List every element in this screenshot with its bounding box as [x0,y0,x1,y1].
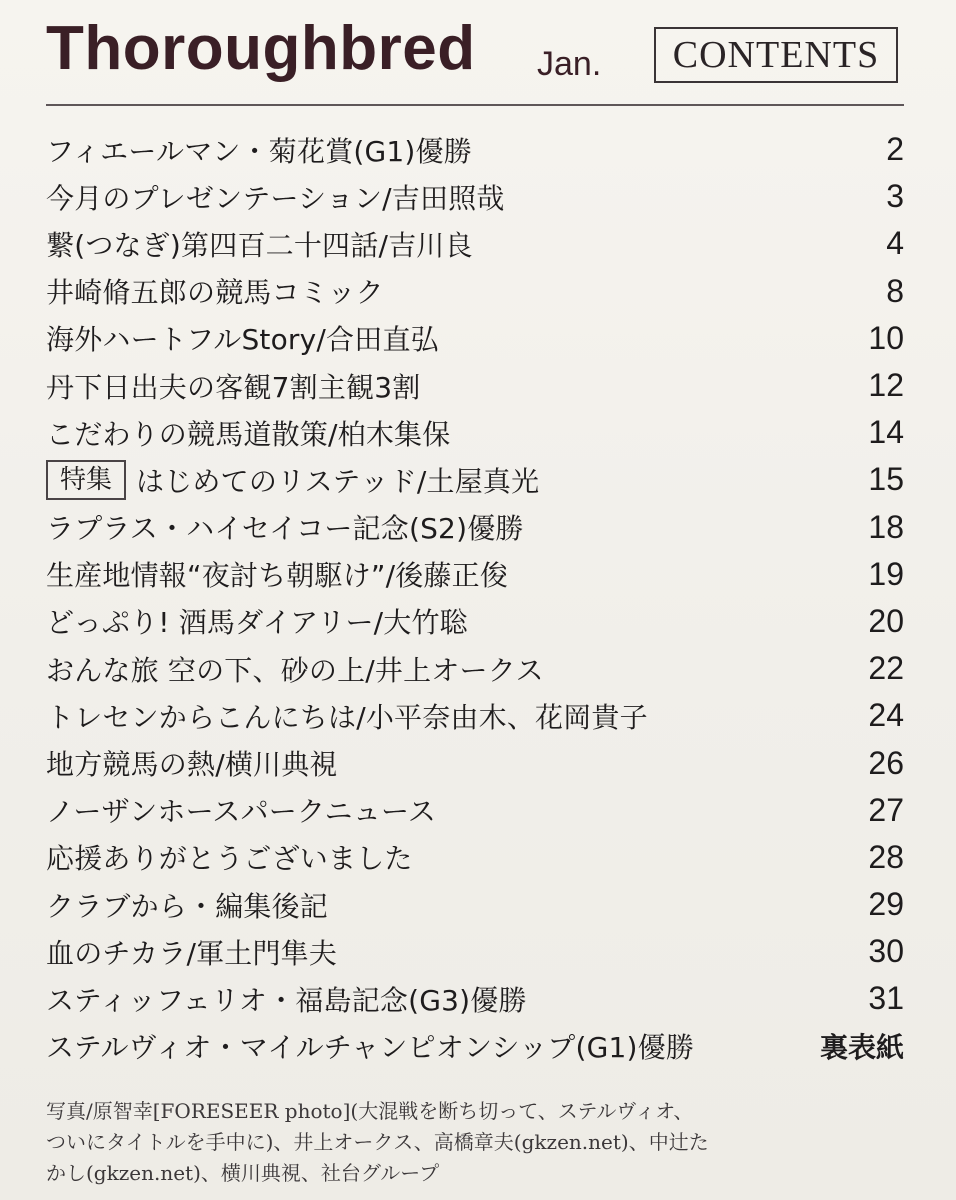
toc-entry [46,598,906,645]
toc-entry-title: クラブから・編集後記 [46,889,329,923]
toc-entry-page: 10 [868,319,904,356]
toc-entry-title: 井崎脩五郎の競馬コミック [46,276,384,310]
toc-entry [46,268,906,315]
toc-entry-page: 31 [868,980,904,1017]
toc-entry-title: 丹下日出夫の客観7割主観3割 [46,370,421,404]
contents-label: CONTENTS [654,27,898,83]
toc-entry-title: 繋(つなぎ)第四百二十四話/吉川良 [46,228,473,262]
toc-entry [46,834,906,881]
toc-entry-title: どっぷり! 酒馬ダイアリー/大竹聡 [46,606,468,640]
toc-entry [46,551,906,598]
toc-entry-page: 28 [868,838,904,875]
toc-entry-page: 8 [886,272,904,309]
toc-entry-feature [46,456,906,503]
toc-entry-page: 27 [868,791,904,828]
toc-entry-page: 裏表紙 [819,1031,904,1065]
toc-entry-page: 12 [868,367,904,404]
toc-entry-title: こだわりの競馬道散策/柏木集保 [46,417,451,451]
toc-entry-title: ステルヴィオ・マイルチャンピオンシップ(G1)優勝 [46,1031,695,1065]
toc-entry [46,173,906,220]
toc-entry [46,739,906,786]
toc-entry-page: 24 [868,697,904,734]
toc-entry [46,504,906,551]
toc-entry-title: おんな旅 空の下、砂の上/井上オークス [46,653,544,687]
photo-credits [46,1096,906,1189]
photo-credit-line: ついにタイトルを手中に)、井上オークス、高橋章夫(gkzen.net)、中辻た [46,1130,709,1154]
toc-entry-title: 海外ハートフルStory/合田直弘 [46,323,439,357]
toc-entry [46,126,906,173]
toc-entry-page: 15 [868,461,904,498]
toc-entry [46,787,906,834]
table-of-contents [46,126,906,1070]
toc-entry-title: 生産地情報“夜討ち朝駆け”/後藤正俊 [46,559,509,593]
toc-entry-title: 血のチカラ/軍土門隼夫 [46,936,338,970]
toc-entry-title: 今月のプレゼンテーション/吉田照哉 [46,181,505,215]
toc-entry-page: 26 [868,744,904,781]
header-divider [46,104,904,106]
toc-entry [46,645,906,692]
photo-credit-line: 写真/原智幸[FORESEER photo](大混戦を断ち切って、ステルヴィオ、 [46,1099,694,1123]
toc-entry-page: 4 [886,225,904,262]
toc-entry [46,409,906,456]
toc-entry [46,881,906,928]
magazine-title: Thoroughbred [46,14,476,83]
toc-entry-title: フィエールマン・菊花賞(G1)優勝 [46,134,472,168]
toc-entry-page: 14 [868,414,904,451]
toc-entry [46,1023,906,1070]
toc-entry-title: スティッフェリオ・福島記念(G3)優勝 [46,983,527,1017]
toc-entry-title: 地方競馬の熱/横川典視 [46,748,338,782]
toc-entry-page: 2 [886,131,904,168]
toc-entry-page: 3 [886,178,904,215]
feature-badge: 特集 [46,460,126,500]
toc-entry-page: 22 [868,650,904,687]
toc-entry-page: 30 [868,933,904,970]
toc-entry [46,220,906,267]
toc-entry-title: 応援ありがとうございました [46,842,413,876]
toc-entry [46,692,906,739]
toc-entry [46,315,906,362]
toc-entry [46,362,906,409]
toc-entry [46,928,906,975]
toc-entry-page: 29 [868,886,904,923]
toc-entry-title: ノーザンホースパークニュース [46,795,437,829]
toc-entry-title: ラプラス・ハイセイコー記念(S2)優勝 [46,512,524,546]
photo-credit-line: かし(gkzen.net)、横川典視、社台グループ [46,1161,440,1185]
toc-entry-title: トレセンからこんにちは/小平奈由木、花岡貴子 [46,700,648,734]
masthead [46,10,904,102]
issue-month: Jan. [537,45,602,83]
toc-entry-page: 19 [868,555,904,592]
toc-entry-page: 20 [868,602,904,639]
toc-entry-title: はじめてのリステッド/土屋真光 [136,464,540,498]
toc-entry [46,975,906,1022]
toc-entry-page: 18 [868,508,904,545]
